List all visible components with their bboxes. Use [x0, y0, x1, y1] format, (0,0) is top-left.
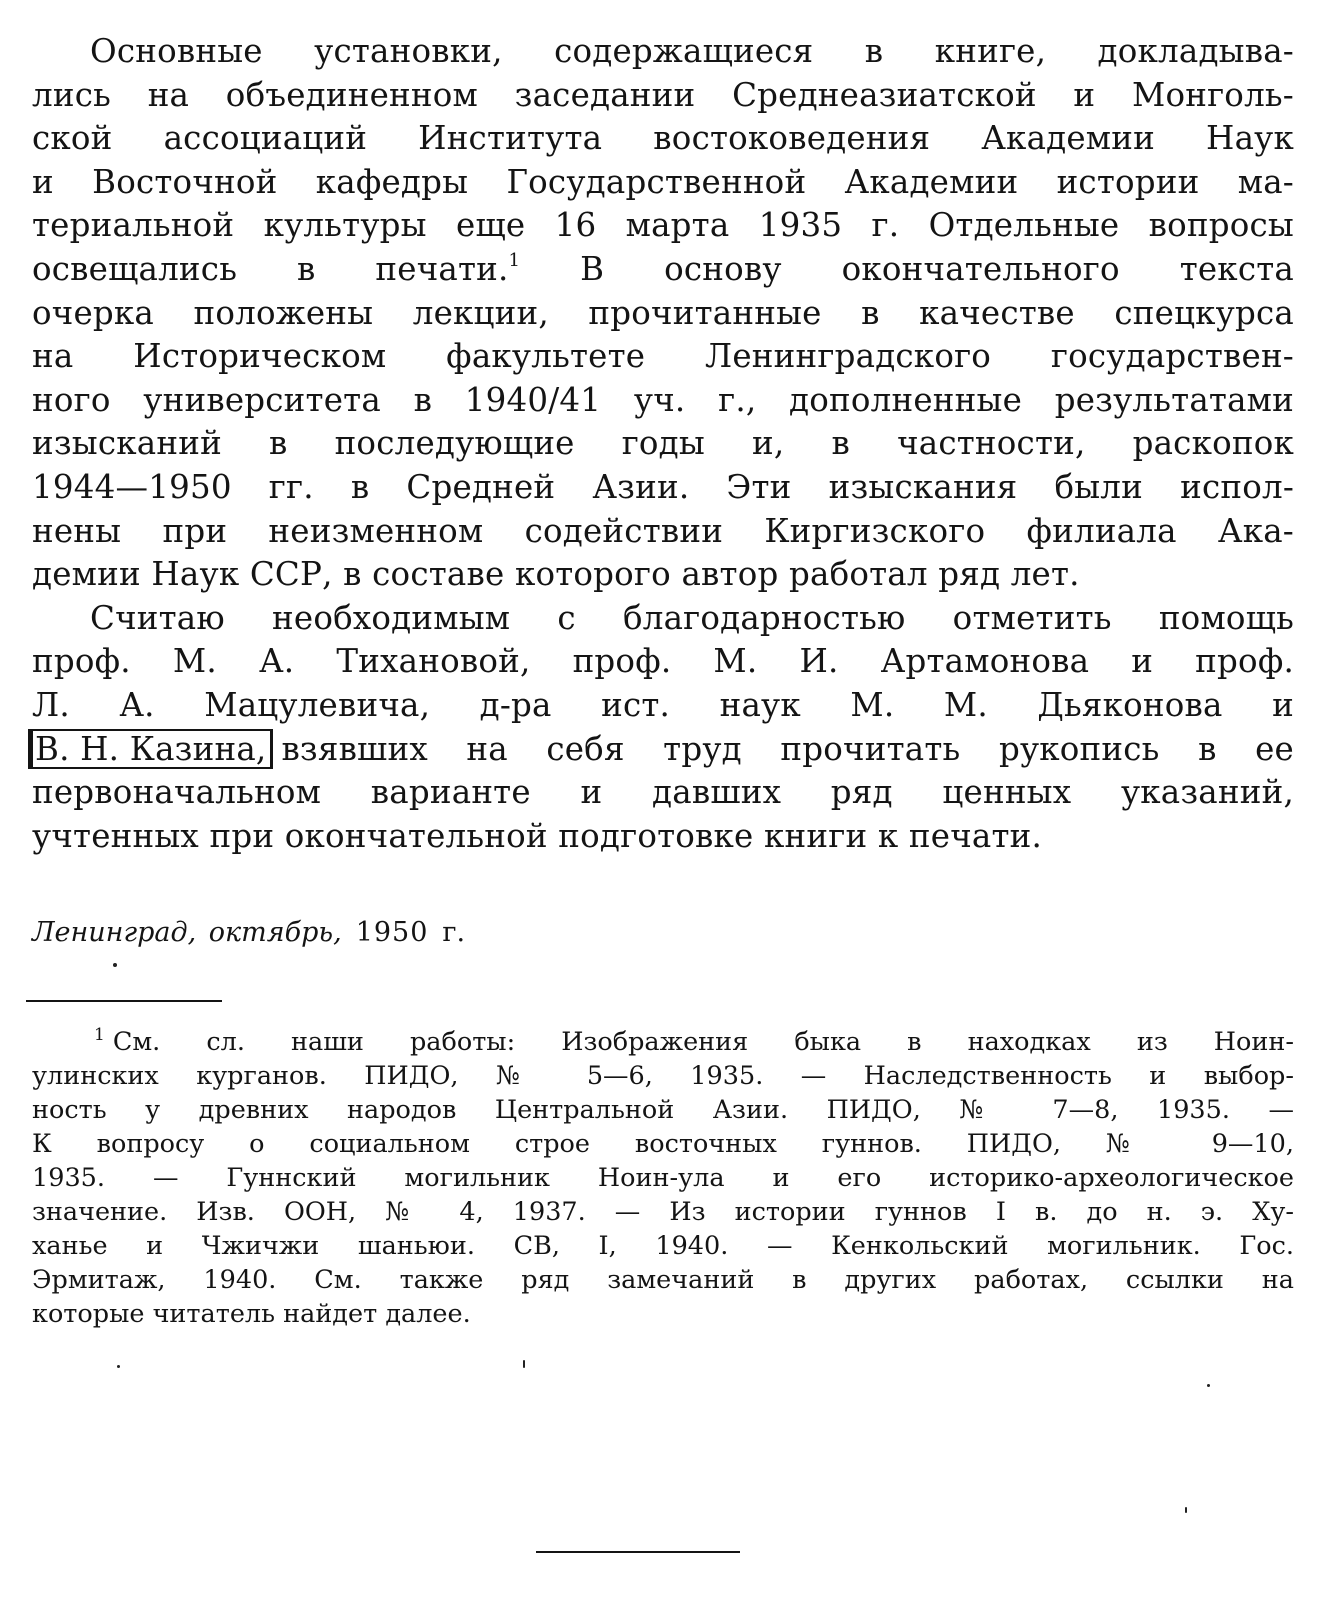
text-line: Основные установки, содержащиеся в книге, докладыва- [90, 32, 1294, 70]
footnote-separator [26, 1000, 222, 1002]
footnote-line: 1935. — Гуннский могильник Ноин-ула и его историко-археологическое [32, 1163, 1294, 1193]
signoff-year: 1950 [355, 917, 429, 948]
text-line: демии Наук ССР, в составе которого автор работал ряд лет. [32, 555, 1080, 594]
text-fragment: В основу окончательного текста [520, 249, 1294, 288]
text-line: первоначальном варианте и давших ряд ценных указаний, [32, 773, 1294, 812]
footnote-text [32, 1025, 1294, 1331]
text-fragment: освещались в печати. [32, 249, 509, 288]
bottom-rule [536, 1551, 740, 1553]
text-line: очерка положены лекции, прочитанные в качестве спецкурса [32, 293, 1294, 332]
footnote-line: которые читатель найдет далее. [32, 1299, 471, 1329]
print-speck [117, 1365, 120, 1368]
text-line: Л. А. Мацулевича, д-ра ист. наук М. М. Дьяконова и [32, 685, 1294, 724]
text-line: проф. М. А. Тихановой, проф. М. И. Артамонова и проф. [32, 642, 1294, 681]
text-line-with-boxed-name [32, 728, 1294, 772]
print-speck [523, 1360, 525, 1368]
text-fragment: взявших на себя труд прочитать рукопись в ее [281, 729, 1294, 768]
print-speck [113, 963, 117, 967]
footnote-line: значение. Изв. ООН, № 4, 1937. — Из истории гуннов I в. до н. э. Ху- [32, 1197, 1294, 1227]
boxed-name: В. Н. Казина, [28, 729, 273, 769]
print-speck [1185, 1507, 1187, 1513]
footnote-line [32, 1025, 1294, 1059]
footnote-reference: 1 [508, 249, 521, 271]
text-line: териальной культуры еще 16 марта 1935 г. Отдельные вопросы [32, 206, 1294, 245]
footnote-line: ханье и Чжичжи шаньюи. СВ, I, 1940. — Кенкольский могильник. Гос. [32, 1231, 1294, 1261]
text-line: 1944—1950 гг. в Средней Азии. Эти изыскания были испол- [32, 467, 1294, 506]
footnote-mark: 1 [94, 1025, 105, 1045]
print-speck [1207, 1384, 1210, 1387]
text-line: ного университета в 1940/41 уч. г., дополненные результатами [32, 380, 1294, 419]
text-line: Считаю необходимым с благодарностью отметить помощь [90, 598, 1294, 637]
text-line: ской ассоциаций Института востоковедения Академии Наук [32, 119, 1294, 158]
text-line: и Восточной кафедры Государственной Академии истории ма- [32, 162, 1294, 201]
footnote-line: улинских курганов. ПИДО, № 5—6, 1935. — Наследственность и выбор- [32, 1061, 1294, 1091]
text-line: учтенных при окончательной подготовке книги к печати. [32, 816, 1043, 855]
text-line: изысканий в последующие годы и, в частности, раскопок [32, 424, 1294, 463]
footnote-line: К вопросу о социальном строе восточных гуннов. ПИДО, № 9—10, [32, 1129, 1294, 1159]
text-line: нены при неизменном содействии Киргизского филиала Ака- [32, 511, 1294, 550]
footnote-line: ность у древних народов Центральной Азии. ПИДО, № 7—8, 1935. — [32, 1095, 1294, 1125]
footnote-line: Эрмитаж, 1940. См. также ряд замечаний в других работах, ссылки на [32, 1265, 1294, 1295]
text-line-with-footnote-ref [32, 248, 1294, 292]
signoff-place-month: Ленинград, октябрь, [32, 917, 342, 948]
place-date-signoff [32, 916, 465, 950]
main-text [32, 30, 1294, 858]
text-fragment: См. сл. наши работы: Изображения быка в находках из Ноин- [112, 1027, 1294, 1057]
signoff-year-abbrev: г. [442, 917, 466, 948]
text-line: на Историческом факультете Ленинградского государствен- [32, 337, 1294, 376]
text-line: лись на объединенном заседании Среднеазиатской и Монголь- [32, 75, 1294, 114]
